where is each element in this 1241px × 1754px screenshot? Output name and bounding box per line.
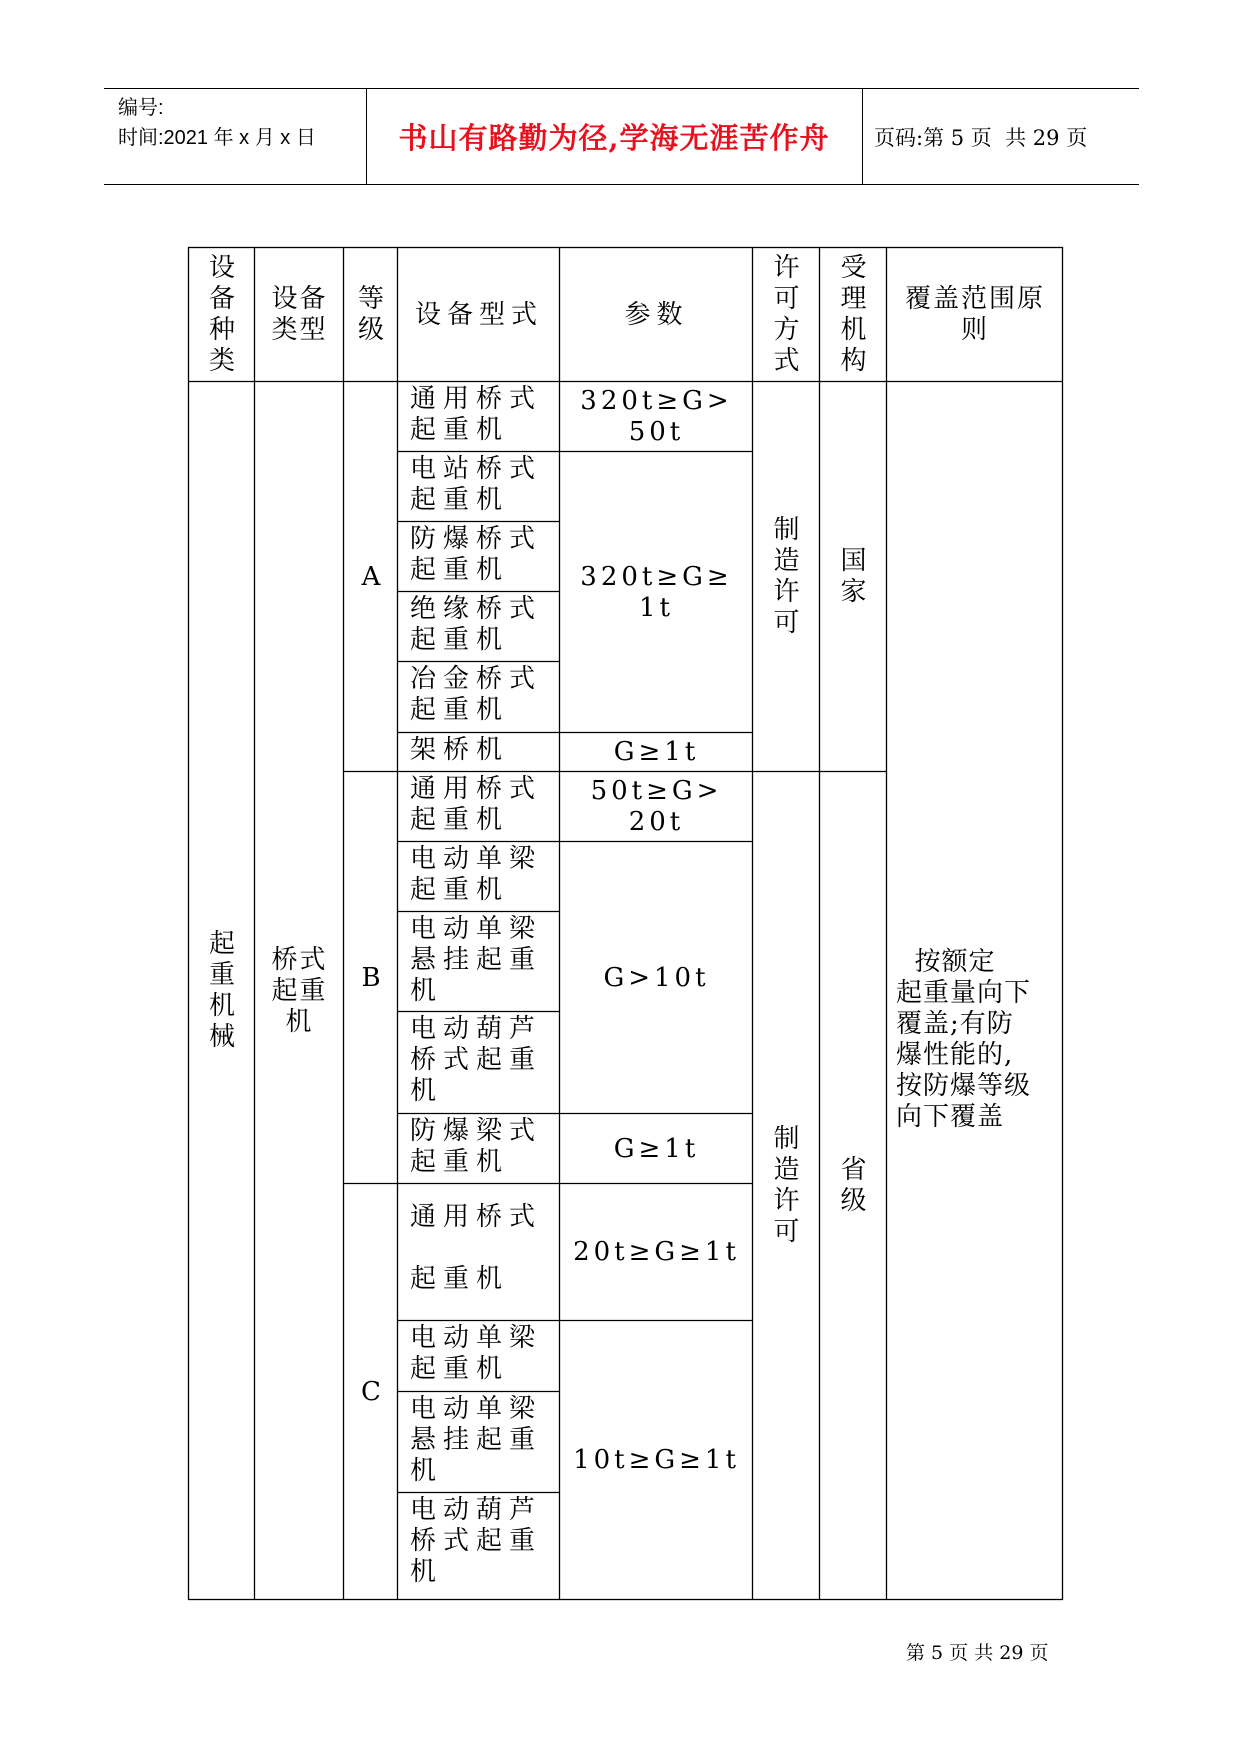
page-header xyxy=(104,88,1139,185)
grade-b: B xyxy=(361,962,381,993)
param-cell: 50t≥G> 20t xyxy=(590,776,723,837)
permit-method-national: 制 造 许 可 xyxy=(773,515,800,638)
header-divider xyxy=(862,89,863,184)
coverage-principle: 按额定 起重量向下 覆盖;有防 爆性能的, 按防爆等级 向下覆盖 xyxy=(896,947,1032,1132)
model-cell: 防爆桥式 起重机 xyxy=(410,524,543,585)
param-cell: 10t≥G≥1t xyxy=(573,1445,740,1475)
header-grade: 等 级 xyxy=(357,284,384,345)
equipment-category: 起 重 机 械 xyxy=(208,929,235,1052)
header-equipment-type: 设备 类型 xyxy=(271,284,328,345)
grade-a: A xyxy=(361,561,381,592)
param-cell: 320t≥G> 50t xyxy=(580,386,733,447)
model-cell: 电动葫芦 桥式起重 机 xyxy=(410,1014,543,1106)
permit-method-provincial: 制 造 许 可 xyxy=(773,1124,800,1247)
page-footer: 第 5 页 共 29 页 xyxy=(906,1642,1049,1664)
model-cell: 架桥机 xyxy=(410,735,510,765)
document-number-label: 编号: xyxy=(118,97,164,119)
header-coverage-principle: 覆盖范围原 则 xyxy=(904,284,1045,345)
model-cell: 电动单梁 悬挂起重 机 xyxy=(410,1394,543,1486)
model-cell: 电动单梁 悬挂起重 机 xyxy=(410,914,543,1006)
header-authority: 受 理 机 构 xyxy=(840,253,867,376)
header-equipment-model: 设备型式 xyxy=(414,299,543,330)
param-cell: G≥1t xyxy=(613,737,700,767)
param-cell: 20t≥G≥1t xyxy=(573,1237,740,1267)
model-cell: 通用桥式 起重机 xyxy=(410,384,543,445)
param-cell: G>10t xyxy=(603,962,710,993)
header-parameters: 参数 xyxy=(624,299,689,330)
header-equipment-category: 设 备 种 类 xyxy=(208,253,235,376)
header-permit-method: 许 可 方 式 xyxy=(773,253,800,376)
model-cell: 电动单梁 起重机 xyxy=(410,844,543,905)
model-cell: 防爆梁式 起重机 xyxy=(410,1116,543,1177)
model-cell: 电动葫芦 桥式起重 机 xyxy=(410,1495,543,1587)
header-divider xyxy=(366,89,367,184)
model-cell: 电站桥式 起重机 xyxy=(410,454,543,515)
equipment-type: 桥式 起重 机 xyxy=(271,944,328,1037)
header-meta xyxy=(118,93,316,153)
authority-provincial: 省 级 xyxy=(840,1155,867,1216)
authority-national: 国 家 xyxy=(840,546,867,607)
header-motto: 书山有路勤为径,学海无涯苦作舟 xyxy=(398,121,830,155)
param-cell: G≥1t xyxy=(613,1133,700,1164)
header-page-number: 页码:第 5 页 共 29 页 xyxy=(874,125,1088,150)
param-cell: 320t≥G≥ 1t xyxy=(580,561,733,623)
model-cell: 通用桥式 起重机 xyxy=(410,1202,543,1294)
grade-c: C xyxy=(361,1376,381,1407)
model-cell: 通用桥式 起重机 xyxy=(410,774,543,835)
document-time-label: 时间:2021 年 x 月 x 日 xyxy=(118,127,316,149)
model-cell: 电动单梁 起重机 xyxy=(410,1323,543,1384)
model-cell: 绝缘桥式 起重机 xyxy=(410,594,543,655)
model-cell: 冶金桥式 起重机 xyxy=(410,664,543,725)
